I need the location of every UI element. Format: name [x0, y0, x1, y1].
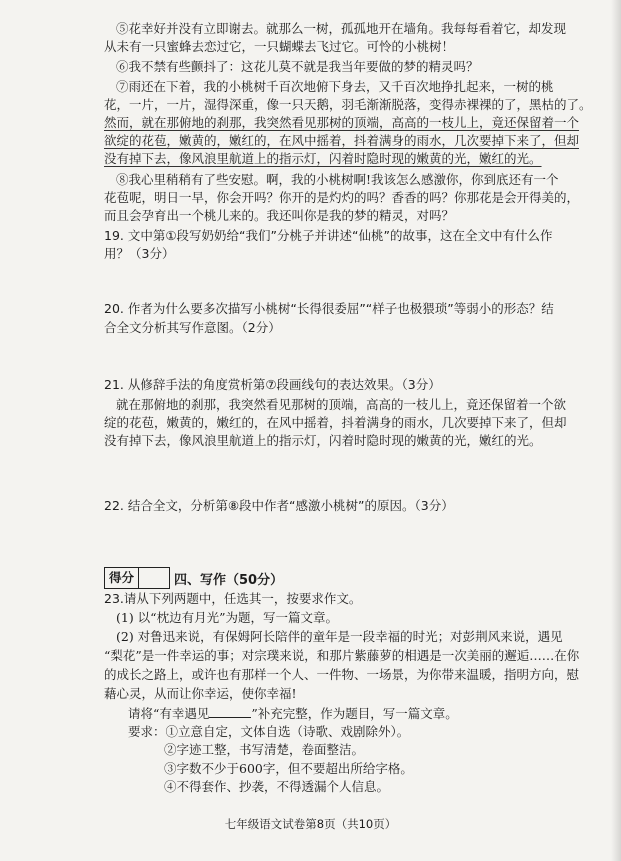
question-21-quote-line3: 没有掉下去，像风浪里航道上的指示灯，闪着时隐时现的嫩黄的光，嫩红的光。 [104, 433, 542, 448]
passage-p7-line2: 花，一片，一片，湿得深重，像一只天鹅，羽毛渐渐脱落，变得赤裸裸的了，黑枯的了。 [104, 97, 592, 112]
passage-p7-line5-underlined: 没有掉下去，像风浪里航道上的指示灯，闪着时隐时现的嫩黄的光，嫩红的光。 [104, 151, 542, 166]
page-footer: 七年级语文试卷第8页（共10页） [224, 817, 397, 831]
option-2-line2: “梨花”是一件幸运的事；对宗璞来说，和那片紫藤萝的相遇是一次美丽的邂逅……在你 [104, 648, 580, 663]
question-19-line1: 19. 文中第①段写奶奶给“我们”分桃子并讲述“仙桃”的故事，这在全文中有什么作 [104, 228, 553, 243]
instruction-pre: 请将“有幸遇见 [128, 706, 210, 721]
question-20-line1: 20. 作者为什么要多次描写小桃树“长得很委屈”“样子也极猥琐”等弱小的形态？结 [104, 301, 554, 316]
requirements-label: 要求： [128, 724, 166, 739]
option-2-line1: (2) 对鲁迅来说，有保姆阿长陪伴的童年是一段幸福的时光；对彭荆风来说，遇见 [116, 629, 563, 644]
title-blank [209, 707, 251, 718]
passage-p5-line1: ⑤花幸好并没有立即谢去。就那么一树，孤孤地开在墙角。我每每看着它，却发现 [116, 21, 567, 36]
passage-p7-line4-underlined: 欲绽的花苞，嫩黄的，嫩红的，在风中摇着，抖着满身的雨水，几次要掉下来了，但却 [104, 133, 580, 148]
requirement-1: ①立意自定，文体自选（诗歌、戏剧除外）。 [165, 724, 410, 739]
question-23: 23.请从下列两题中，任选其一，按要求作文。 [104, 591, 362, 606]
question-20-line2: 合全文分析其写作意图。（2分） [104, 320, 281, 335]
question-21: 21. 从修辞手法的角度赏析第⑦段画线句的表达效果。（3分） [104, 377, 441, 392]
passage-p5-line2: 从未有一只蜜蜂去恋过它，一只蝴蝶去飞过它。可怜的小桃树！ [104, 39, 455, 54]
title-instruction [128, 706, 609, 722]
passage-p8-line3: 而且会孕育出一个桃儿来的。我还叫你是我的梦的精灵，对吗？ [104, 208, 455, 223]
question-21-quote-line1: 就在那俯地的刹那，我突然看见那树的顶端，高高的一枝儿上，竟还保留着一个欲 [116, 397, 567, 412]
question-22: 22. 结合全文，分析第⑧段中作者“感激小桃树”的原因。（3分） [104, 498, 454, 513]
passage-p8-line1: ⑧我心里稍稍有了些安慰。啊，我的小桃树啊!我该怎么感激你，你到底还有一个 [116, 172, 559, 187]
requirement-4: ④不得套作、抄袭，不得透漏个人信息。 [164, 779, 390, 794]
passage-p7-line3-underlined: 然而，就在那俯地的刹那，我突然看见那树的顶端，高高的一枝儿上，竟还保留着一个 [104, 115, 580, 130]
question-21-quote-line2: 绽的花苞，嫩黄的，嫩红的，在风中摇着，抖着满身的雨水，几次要掉下来了，但却 [104, 415, 567, 430]
requirement-3: ③字数不少于600字，但不要超出所给字格。 [164, 761, 413, 776]
option-2-line4: 藉心灵，从而让你幸运，使你幸福! [104, 686, 297, 701]
requirement-2: ②字迹工整，书写清楚，卷面整洁。 [164, 742, 365, 757]
passage-p7-line1: ⑦雨还在下着，我的小桃树千百次地俯下身去，又千百次地挣扎起来，一树的桃 [116, 79, 554, 94]
instruction-post: ”补充完整，作为题目，写一篇文章。 [251, 706, 458, 721]
score-box [104, 567, 170, 589]
passage-p6-line1: ⑥我不禁有些颤抖了：这花儿莫不就是我当年要做的梦的精灵吗？ [116, 59, 479, 74]
option-2-line3: 的成长之路上，或许也有那样一个人、一件物、一场景，为你带来温暖，指明方向，慰 [104, 667, 580, 682]
passage-p8-line2: 花苞呢，明日一早，你会开吗？你开的是灼灼的吗？香香的吗？你那花是会开得美的， [104, 190, 580, 205]
option-1: (1) 以“枕边有月光”为题，写一篇文章。 [116, 610, 338, 625]
score-label: 得分 [105, 568, 139, 588]
question-19-line2: 用？（3分） [104, 246, 175, 261]
page-edge-shadow [611, 0, 621, 861]
section-title-writing: 四、写作（50分） [174, 573, 284, 588]
score-blank-cell [139, 568, 169, 588]
requirements-line1 [128, 724, 609, 740]
